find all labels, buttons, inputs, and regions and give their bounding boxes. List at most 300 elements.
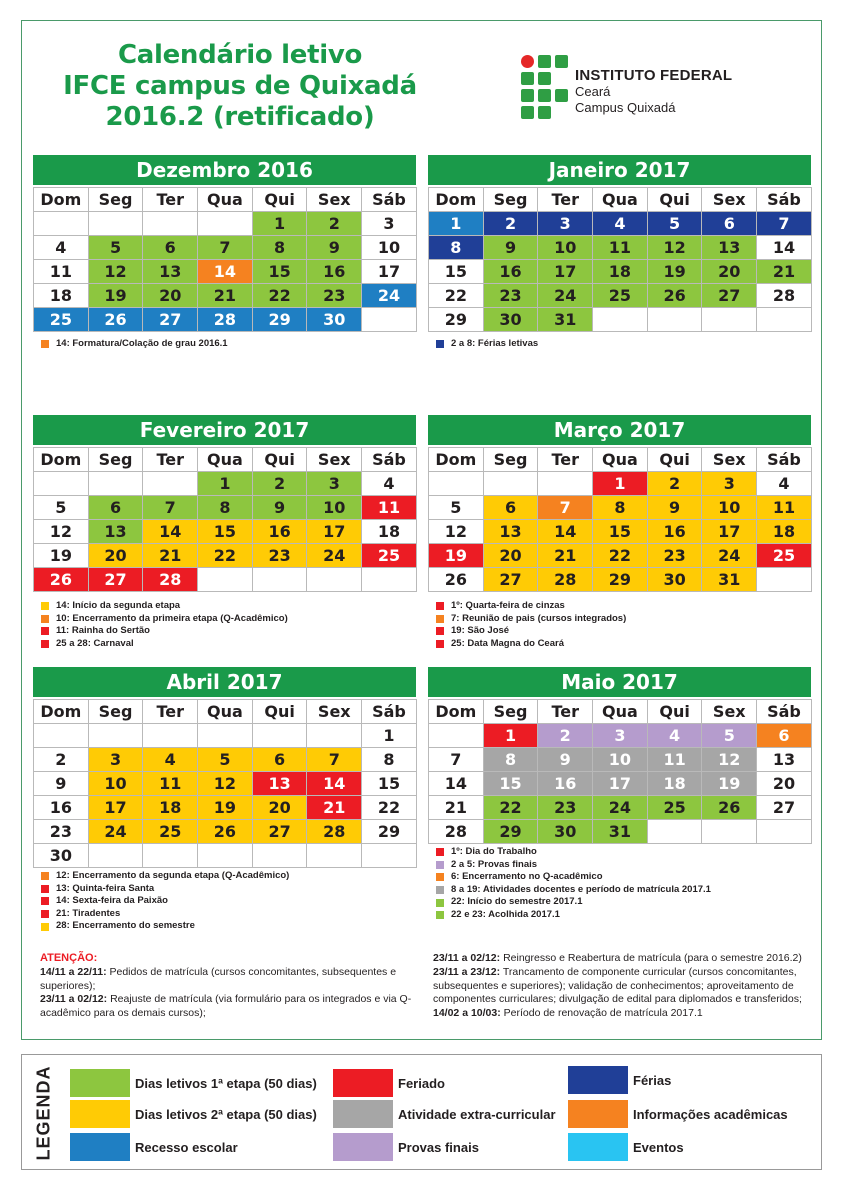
- day-cell: [88, 212, 143, 236]
- day-cell: [198, 212, 253, 236]
- month-header: Maio 2017: [428, 667, 811, 697]
- day-cell: 1: [252, 212, 307, 236]
- week-row: [34, 544, 417, 568]
- day-cell: 4: [34, 236, 89, 260]
- weekday-header: Dom: [34, 700, 89, 724]
- day-cell: 9: [307, 236, 362, 260]
- day-cell: [88, 844, 143, 868]
- day-cell: 21: [198, 284, 253, 308]
- day-cell: 25: [757, 544, 812, 568]
- note-item: [436, 600, 826, 613]
- day-cell: 9: [34, 772, 89, 796]
- day-cell: 28: [307, 820, 362, 844]
- day-cell: 13: [143, 260, 198, 284]
- day-cell: [252, 844, 307, 868]
- legend-label: Férias: [633, 1072, 672, 1088]
- day-cell: 14: [143, 520, 198, 544]
- day-cell: 15: [198, 520, 253, 544]
- month-header: Janeiro 2017: [428, 155, 811, 185]
- week-row: [34, 520, 417, 544]
- day-cell: [702, 820, 757, 844]
- attention-text: Reingresso e Reabertura de matrícula (para o semestre 2016.2): [500, 952, 802, 964]
- day-cell: 9: [647, 496, 702, 520]
- day-cell: 6: [252, 748, 307, 772]
- note-text: 25 a 28: Carnaval: [56, 637, 134, 649]
- day-cell: 24: [88, 820, 143, 844]
- note-swatch: [41, 872, 49, 880]
- note-text: 13: Quinta-feira Santa: [56, 882, 155, 894]
- day-cell: [429, 472, 484, 496]
- weekday-header: Ter: [143, 188, 198, 212]
- weekday-header: Seg: [483, 188, 538, 212]
- note-item: [436, 625, 826, 638]
- day-cell: 29: [593, 568, 648, 592]
- day-cell: [143, 844, 198, 868]
- day-cell: 22: [593, 544, 648, 568]
- note-swatch: [436, 861, 444, 869]
- week-row: [34, 236, 417, 260]
- day-cell: 27: [757, 796, 812, 820]
- note-swatch: [436, 911, 444, 919]
- day-cell: 24: [702, 544, 757, 568]
- day-cell: [198, 724, 253, 748]
- day-cell: 22: [198, 544, 253, 568]
- day-cell: 3: [702, 472, 757, 496]
- legend-swatch: [333, 1069, 393, 1097]
- month-calendar: [428, 415, 811, 592]
- day-cell: 12: [88, 260, 143, 284]
- week-row: [429, 308, 812, 332]
- day-cell: 14: [538, 520, 593, 544]
- day-cell: 3: [307, 472, 362, 496]
- day-cell: 30: [483, 308, 538, 332]
- day-cell: 1: [429, 212, 484, 236]
- note-text: 1º: Dia do Trabalho: [451, 846, 537, 857]
- note-swatch: [41, 885, 49, 893]
- day-cell: [757, 820, 812, 844]
- weekday-header: Qua: [593, 188, 648, 212]
- day-cell: 5: [429, 496, 484, 520]
- attention-right: [433, 952, 808, 1021]
- day-cell: 20: [702, 260, 757, 284]
- note-swatch: [41, 923, 49, 931]
- note-item: [436, 884, 826, 897]
- day-cell: 9: [538, 748, 593, 772]
- day-cell: 28: [429, 820, 484, 844]
- note-item: [41, 338, 431, 351]
- weekday-header: Dom: [429, 188, 484, 212]
- weekday-header: Seg: [483, 700, 538, 724]
- day-cell: 24: [307, 544, 362, 568]
- note-swatch: [41, 615, 49, 623]
- week-row: [34, 748, 417, 772]
- day-cell: 3: [593, 724, 648, 748]
- note-swatch: [41, 910, 49, 918]
- attention-date: 23/11 a 02/12:: [40, 993, 108, 1006]
- weekday-header: Sex: [307, 700, 362, 724]
- month-grid: [428, 187, 812, 332]
- day-cell: 12: [34, 520, 89, 544]
- legend-swatch: [568, 1133, 628, 1161]
- month-calendar: [428, 155, 811, 332]
- day-cell: 5: [34, 496, 89, 520]
- week-row: [34, 212, 417, 236]
- day-cell: [88, 724, 143, 748]
- day-cell: [252, 724, 307, 748]
- day-cell: 3: [362, 212, 417, 236]
- day-cell: [757, 568, 812, 592]
- day-cell: 15: [252, 260, 307, 284]
- note-item: [41, 625, 431, 638]
- day-cell: 6: [702, 212, 757, 236]
- note-swatch: [436, 899, 444, 907]
- day-cell: 6: [88, 496, 143, 520]
- day-cell: 1: [362, 724, 417, 748]
- attention-text: Reajuste de matrícula (via formulário para os integrados e via Q-acadêmico para os demais cursos);: [40, 993, 412, 1020]
- day-cell: [483, 472, 538, 496]
- day-cell: 11: [143, 772, 198, 796]
- month-grid: [33, 187, 417, 332]
- day-cell: 13: [757, 748, 812, 772]
- weekday-header: Sex: [307, 448, 362, 472]
- note-item: [436, 909, 826, 922]
- week-row: [429, 284, 812, 308]
- note-swatch: [41, 640, 49, 648]
- day-cell: 27: [483, 568, 538, 592]
- day-cell: [307, 844, 362, 868]
- note-text: 28: Encerramento do semestre: [56, 920, 195, 932]
- day-cell: 22: [483, 796, 538, 820]
- note-item: [41, 920, 431, 933]
- day-cell: 24: [362, 284, 417, 308]
- day-cell: 19: [702, 772, 757, 796]
- weekday-header: Dom: [34, 448, 89, 472]
- day-cell: 8: [483, 748, 538, 772]
- day-cell: 6: [757, 724, 812, 748]
- month-grid: [428, 447, 812, 592]
- note-text: 21: Tiradentes: [56, 907, 121, 919]
- day-cell: 17: [538, 260, 593, 284]
- day-cell: 30: [538, 820, 593, 844]
- day-cell: 22: [252, 284, 307, 308]
- legend-swatch: [333, 1100, 393, 1128]
- legend-label: Dias letivos 2ª etapa (50 dias): [135, 1106, 317, 1122]
- weekday-header: Qua: [593, 700, 648, 724]
- day-cell: 27: [143, 308, 198, 332]
- week-row: [429, 820, 812, 844]
- note-text: 6: Encerramento no Q-acadêmico: [451, 871, 603, 883]
- weekday-header: Dom: [429, 700, 484, 724]
- note-item: [41, 908, 431, 921]
- week-row: [34, 796, 417, 820]
- day-cell: 14: [429, 772, 484, 796]
- note-swatch: [436, 340, 444, 348]
- day-cell: 5: [702, 724, 757, 748]
- institute-logo: [521, 55, 771, 125]
- note-item: [436, 338, 826, 351]
- day-cell: 23: [34, 820, 89, 844]
- weekday-header: Qui: [252, 188, 307, 212]
- day-cell: 1: [198, 472, 253, 496]
- day-cell: 7: [143, 496, 198, 520]
- day-cell: 1: [593, 472, 648, 496]
- note-item: [436, 871, 826, 884]
- day-cell: 26: [88, 308, 143, 332]
- day-cell: 14: [307, 772, 362, 796]
- weekday-header: Sex: [702, 700, 757, 724]
- day-cell: [362, 308, 417, 332]
- weekday-header: Qua: [198, 448, 253, 472]
- weekday-header: Qui: [647, 448, 702, 472]
- legend-swatch: [70, 1069, 130, 1097]
- weekday-header: Ter: [143, 448, 198, 472]
- day-cell: 26: [198, 820, 253, 844]
- weekday-header: Sáb: [362, 448, 417, 472]
- week-row: [429, 260, 812, 284]
- note-text: 19: São José: [451, 625, 510, 637]
- day-cell: [252, 568, 307, 592]
- day-cell: 11: [593, 236, 648, 260]
- title-line-2: IFCE campus de Quixadá: [63, 71, 417, 101]
- attention-date: 23/11 a 02/12:: [433, 952, 501, 964]
- legend-item: [568, 1066, 671, 1094]
- weekday-header: Sáb: [362, 700, 417, 724]
- day-cell: 25: [34, 308, 89, 332]
- day-cell: 24: [593, 796, 648, 820]
- day-cell: 18: [143, 796, 198, 820]
- day-cell: 5: [198, 748, 253, 772]
- day-cell: [88, 472, 143, 496]
- note-item: [41, 600, 431, 613]
- week-row: [429, 472, 812, 496]
- note-item: [41, 870, 431, 883]
- day-cell: 19: [88, 284, 143, 308]
- day-cell: [143, 212, 198, 236]
- day-cell: 3: [88, 748, 143, 772]
- day-cell: 8: [593, 496, 648, 520]
- day-cell: [647, 308, 702, 332]
- week-row: [34, 820, 417, 844]
- day-cell: 7: [307, 748, 362, 772]
- title-line-1: Calendário letivo: [117, 40, 363, 70]
- day-cell: 2: [538, 724, 593, 748]
- day-cell: 18: [34, 284, 89, 308]
- week-row: [34, 308, 417, 332]
- month-grid: [33, 447, 417, 592]
- weekday-header: Dom: [429, 448, 484, 472]
- week-row: [34, 472, 417, 496]
- note-text: 1º: Quarta-feira de cinzas: [451, 600, 565, 611]
- day-cell: 23: [307, 284, 362, 308]
- weekday-header: Sáb: [757, 188, 812, 212]
- day-cell: 28: [538, 568, 593, 592]
- note-swatch: [436, 627, 444, 635]
- legend-item: [70, 1133, 238, 1161]
- note-text: 12: Encerramento da segunda etapa (Q-Acadêmico): [56, 870, 290, 881]
- day-cell: 8: [252, 236, 307, 260]
- day-cell: 21: [307, 796, 362, 820]
- day-cell: 5: [88, 236, 143, 260]
- weekday-header: Seg: [88, 448, 143, 472]
- month-calendar: [33, 415, 416, 592]
- day-cell: 24: [538, 284, 593, 308]
- note-text: 11: Rainha do Sertão: [56, 625, 150, 637]
- day-cell: 17: [593, 772, 648, 796]
- day-cell: 16: [34, 796, 89, 820]
- day-cell: 14: [757, 236, 812, 260]
- weekday-header: Ter: [538, 700, 593, 724]
- legend-swatch: [333, 1133, 393, 1161]
- legend-swatch: [568, 1066, 628, 1094]
- logo-grid-icon: [521, 55, 571, 121]
- day-cell: [362, 568, 417, 592]
- weekday-header: Qua: [198, 188, 253, 212]
- weekday-header: Sex: [702, 448, 757, 472]
- month-grid: [428, 699, 812, 844]
- weekday-header: Qua: [593, 448, 648, 472]
- day-cell: [34, 472, 89, 496]
- day-cell: 16: [647, 520, 702, 544]
- day-cell: [34, 724, 89, 748]
- week-row: [429, 772, 812, 796]
- month-notes: [436, 600, 826, 650]
- note-item: [436, 859, 826, 872]
- day-cell: 16: [483, 260, 538, 284]
- day-cell: 26: [647, 284, 702, 308]
- day-cell: 13: [702, 236, 757, 260]
- day-cell: 5: [647, 212, 702, 236]
- note-swatch: [41, 897, 49, 905]
- day-cell: 23: [538, 796, 593, 820]
- week-row: [34, 496, 417, 520]
- day-cell: [593, 308, 648, 332]
- day-cell: 19: [34, 544, 89, 568]
- note-item: [41, 638, 431, 651]
- week-row: [429, 544, 812, 568]
- note-text: 14: Início da segunda etapa: [56, 600, 181, 611]
- note-text: 8 a 19: Atividades docentes e período de matrícula 2017.1: [451, 883, 711, 895]
- day-cell: 28: [143, 568, 198, 592]
- day-cell: 4: [593, 212, 648, 236]
- note-text: 10: Encerramento da primeira etapa (Q-Acadêmico): [56, 612, 288, 624]
- legend-swatch: [568, 1100, 628, 1128]
- day-cell: 4: [757, 472, 812, 496]
- day-cell: 17: [307, 520, 362, 544]
- day-cell: 21: [757, 260, 812, 284]
- weekday-header: Ter: [143, 700, 198, 724]
- legend-item: [333, 1069, 445, 1097]
- day-cell: 10: [307, 496, 362, 520]
- day-cell: 2: [307, 212, 362, 236]
- week-row: [429, 496, 812, 520]
- day-cell: 16: [538, 772, 593, 796]
- month-grid: [33, 699, 417, 868]
- month-notes: [41, 600, 431, 650]
- weekday-header: Sex: [307, 188, 362, 212]
- day-cell: 20: [88, 544, 143, 568]
- day-cell: 8: [362, 748, 417, 772]
- day-cell: 18: [757, 520, 812, 544]
- month-header: Março 2017: [428, 415, 811, 445]
- note-text: 2 a 5: Provas finais: [451, 858, 538, 870]
- logo-state: Ceará: [575, 84, 611, 99]
- day-cell: 11: [757, 496, 812, 520]
- day-cell: 19: [198, 796, 253, 820]
- attention-item: [40, 993, 415, 1021]
- legend-title: LEGENDA: [33, 1065, 54, 1161]
- week-row: [429, 724, 812, 748]
- weekday-header: Qui: [252, 448, 307, 472]
- week-row: [34, 724, 417, 748]
- note-text: 2 a 8: Férias letivas: [451, 338, 539, 349]
- weekday-header: Qui: [647, 700, 702, 724]
- day-cell: 12: [702, 748, 757, 772]
- note-swatch: [436, 615, 444, 623]
- day-cell: 1: [483, 724, 538, 748]
- day-cell: 21: [538, 544, 593, 568]
- day-cell: 22: [429, 284, 484, 308]
- week-row: [34, 260, 417, 284]
- day-cell: 8: [429, 236, 484, 260]
- note-swatch: [41, 627, 49, 635]
- day-cell: [647, 820, 702, 844]
- day-cell: 14: [198, 260, 253, 284]
- month-calendar: [428, 667, 811, 844]
- note-item: [41, 895, 431, 908]
- day-cell: 16: [252, 520, 307, 544]
- day-cell: 7: [198, 236, 253, 260]
- day-cell: 11: [362, 496, 417, 520]
- day-cell: [198, 568, 253, 592]
- day-cell: 29: [429, 308, 484, 332]
- week-row: [429, 520, 812, 544]
- legend-swatch: [70, 1133, 130, 1161]
- day-cell: 21: [429, 796, 484, 820]
- week-row: [429, 568, 812, 592]
- legend: [21, 1054, 822, 1170]
- day-cell: 13: [88, 520, 143, 544]
- day-cell: 25: [647, 796, 702, 820]
- logo-campus: Campus Quixadá: [575, 100, 676, 115]
- page-title: [60, 40, 420, 133]
- week-row: [34, 844, 417, 868]
- day-cell: 13: [252, 772, 307, 796]
- logo-title: INSTITUTO FEDERAL: [575, 67, 733, 84]
- attention-text: Período de renovação de matrícula 2017.1: [500, 1007, 703, 1020]
- month-notes: [436, 338, 826, 351]
- month-header: Dezembro 2016: [33, 155, 416, 185]
- day-cell: [538, 472, 593, 496]
- week-row: [34, 284, 417, 308]
- day-cell: [143, 472, 198, 496]
- note-swatch: [436, 873, 444, 881]
- week-row: [34, 772, 417, 796]
- legend-label: Feriado: [398, 1075, 445, 1091]
- day-cell: [429, 724, 484, 748]
- legend-item: [333, 1133, 479, 1161]
- week-row: [429, 748, 812, 772]
- month-notes: [436, 846, 826, 922]
- day-cell: 20: [252, 796, 307, 820]
- day-cell: 27: [252, 820, 307, 844]
- note-swatch: [41, 602, 49, 610]
- day-cell: 22: [362, 796, 417, 820]
- weekday-header: Seg: [483, 448, 538, 472]
- day-cell: 11: [34, 260, 89, 284]
- day-cell: 7: [757, 212, 812, 236]
- attention-title: ATENÇÃO:: [40, 952, 98, 964]
- day-cell: 29: [483, 820, 538, 844]
